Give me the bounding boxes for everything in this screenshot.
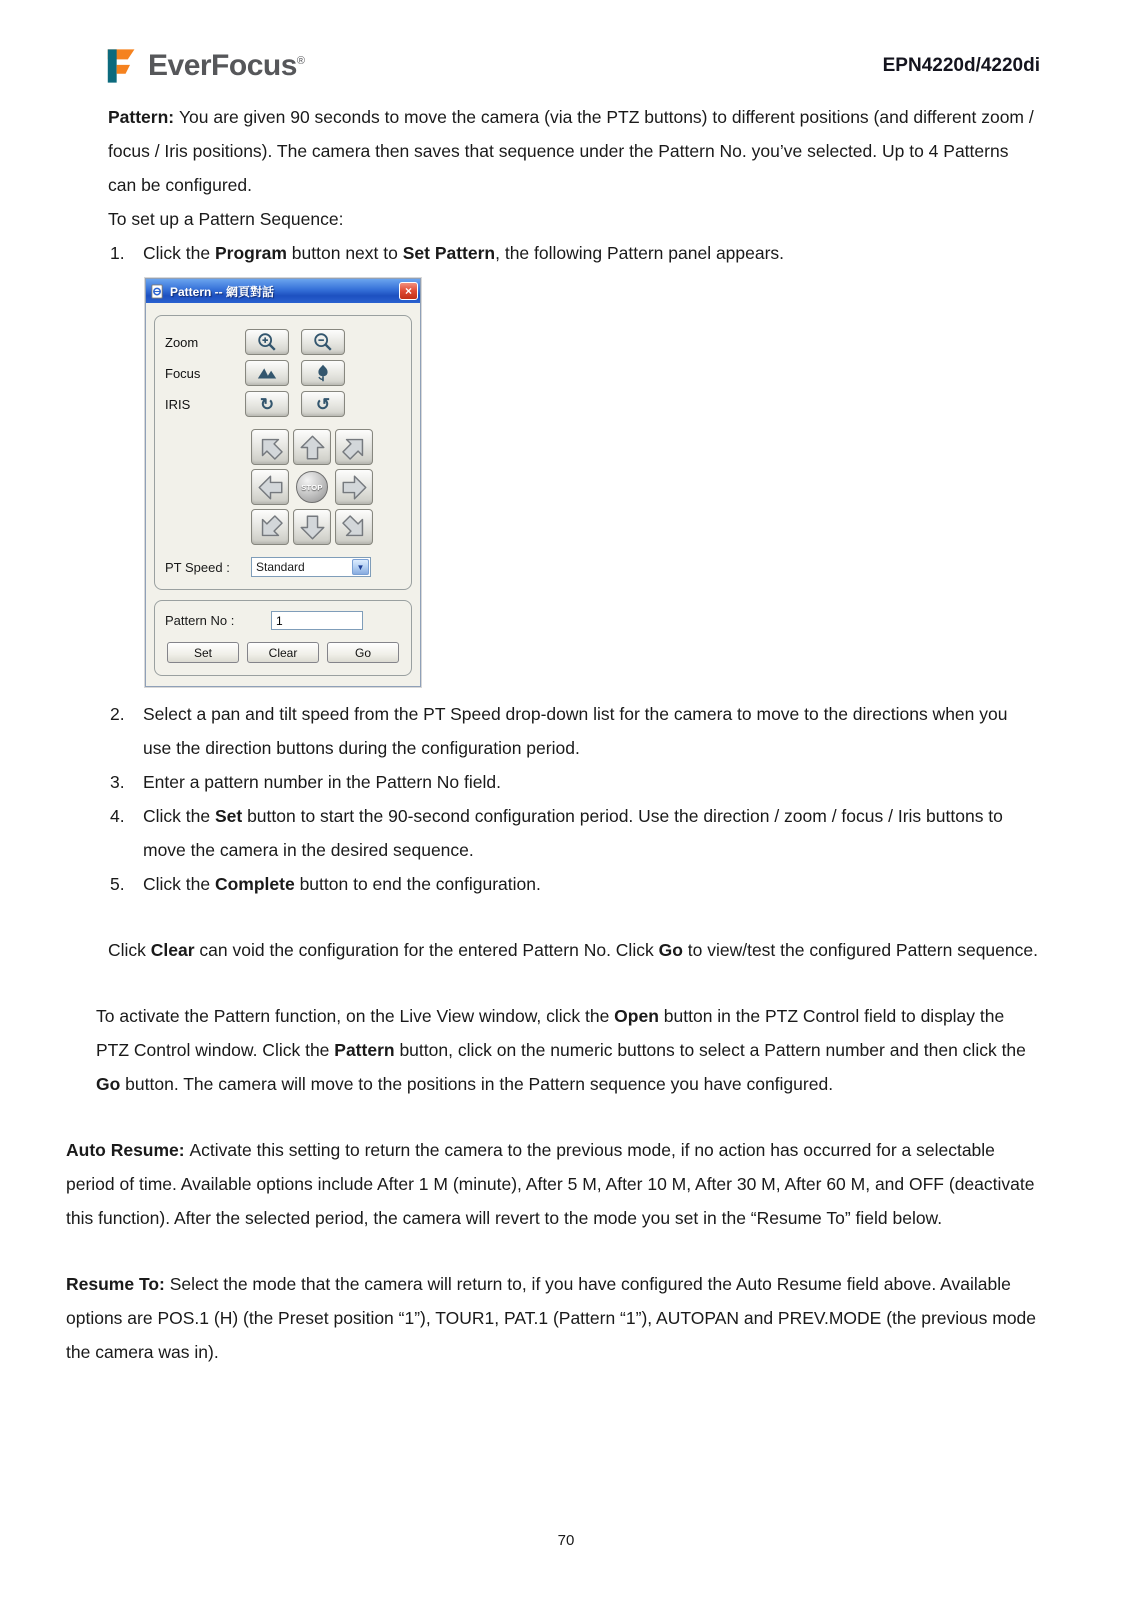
step-item-2	[110, 697, 1040, 765]
iris-close-icon: ↺	[315, 394, 331, 414]
tilt-down-button[interactable]	[293, 509, 331, 545]
iris-open-button[interactable]	[245, 391, 289, 417]
paragraph-activate: To activate the Pattern function, on the Live View window, click the Open button in the PTZ Control field to display the PTZ Control window. Click the Pattern button, click on the numeric buttons to select a Pattern number and then click the Go button. The camera will move to the positions in the Pattern sequence you have configured.	[96, 1006, 1026, 1094]
zoom-in-icon	[256, 331, 278, 353]
set-button[interactable]: Set	[167, 642, 239, 663]
zoom-out-icon	[312, 331, 334, 353]
step-text: Click the Set button to start the 90-second configuration period. Use the direction / zoom / focus / Iris buttons to move the camera in the desired sequence.	[143, 806, 1003, 860]
pattern-no-label: Pattern No :	[165, 613, 235, 628]
arrow-up-right-icon	[335, 428, 373, 466]
page-header	[100, 46, 1040, 86]
step-item-1	[110, 236, 1040, 270]
iris-close-button[interactable]	[301, 391, 345, 417]
pan-down-right-button[interactable]	[335, 509, 373, 545]
zoom-label: Zoom	[165, 334, 199, 350]
step-number: 1.	[110, 243, 125, 263]
clear-button[interactable]: Clear	[247, 642, 319, 663]
dialog-body	[146, 303, 420, 686]
zoom-in-button[interactable]	[245, 329, 289, 355]
dialog-titlebar[interactable]	[146, 279, 420, 303]
paragraph-setup-intro: To set up a Pattern Sequence:	[108, 209, 344, 229]
paragraph-auto-resume: Auto Resume: Activate this setting to return the camera to the previous mode, if no action has occurred for a selectable period of time. Available options include After 1 M (minute), After 5 M, After 10 M, After 30 M, After 60 M, and OFF (deactivate this function). After the selected period, the camera will revert to the mode you set in the “Resume To” field below.	[66, 1140, 1035, 1228]
pan-right-button[interactable]	[335, 469, 373, 505]
everfocus-logo	[100, 46, 305, 86]
pt-speed-select[interactable]	[251, 557, 371, 577]
paragraph-resume-to: Resume To: Select the mode that the camera will return to, if you have configured the Auto Resume field above. Available options are POS.1 (H) (the Preset position “1”), TOUR1, PAT.1 (Pattern “1”), AUTOPAN and PREV.MODE (the previous mode the camera was in).	[66, 1274, 1037, 1362]
chevron-down-icon[interactable]: ▼	[352, 559, 369, 575]
step-number: 2.	[110, 704, 125, 724]
registered-mark: ®	[296, 55, 305, 67]
arrow-down-left-icon	[251, 508, 289, 546]
pattern-no-row	[165, 611, 401, 630]
iris-label: IRIS	[165, 396, 191, 412]
pattern-dialog	[145, 278, 421, 687]
step-text: Click the Program button next to Set Pattern, the following Pattern panel appears.	[143, 243, 785, 263]
step-number: 3.	[110, 772, 125, 792]
pan-up-right-button[interactable]	[335, 429, 373, 465]
stop-cell	[293, 469, 331, 505]
arrow-up-left-icon	[251, 428, 289, 466]
ptz-controls-group	[154, 315, 412, 590]
pattern-no-group	[154, 600, 412, 676]
focus-near-button[interactable]	[301, 360, 345, 386]
focus-far-button[interactable]	[245, 360, 289, 386]
zoom-row	[165, 329, 401, 355]
dialog-buttons-row	[165, 642, 401, 663]
model-number: EPN4220d/4220di	[882, 55, 1040, 76]
paragraph-pattern: Pattern: You are given 90 seconds to move the camera (via the PTZ buttons) to different positions (and different zoom / focus / Iris positions). The camera then saves that sequence under the Pattern No. you’ve selected. Up to 4 Patterns can be configured.	[108, 107, 1034, 195]
step-item-3	[110, 765, 1040, 799]
focus-row	[165, 360, 401, 386]
mountain-icon	[256, 362, 278, 384]
pan-left-button[interactable]	[251, 469, 289, 505]
paragraph-clear-go: Click Clear can void the configuration for the entered Pattern No. Click Go to view/test the configured Pattern sequence.	[108, 940, 1038, 960]
step-text: Click the Complete button to end the configuration.	[143, 874, 541, 894]
arrow-left-icon	[257, 474, 284, 501]
stop-button[interactable]: STOP	[296, 471, 328, 503]
focus-label: Focus	[165, 365, 201, 381]
iris-open-icon: ↻	[259, 394, 275, 414]
step-text: Enter a pattern number in the Pattern No field.	[143, 772, 501, 792]
dialog-title: Pattern -- 網頁對話	[170, 284, 275, 299]
tilt-up-button[interactable]	[293, 429, 331, 465]
pan-up-left-button[interactable]	[251, 429, 289, 465]
pattern-no-input[interactable]	[271, 611, 363, 630]
close-icon[interactable]: ×	[399, 282, 418, 300]
iris-row	[165, 391, 401, 417]
zoom-out-button[interactable]	[301, 329, 345, 355]
arrow-down-icon	[299, 514, 326, 541]
page-number: 70	[557, 1532, 575, 1549]
everfocus-logo-icon	[100, 46, 140, 86]
arrow-up-icon	[299, 434, 326, 461]
direction-pad	[251, 429, 401, 545]
step-item-5	[110, 867, 1040, 901]
step-number: 5.	[110, 874, 125, 894]
step-text: Select a pan and tilt speed from the PT Speed drop-down list for the camera to move to the directions when you use the direction buttons during the configuration period.	[143, 704, 1008, 758]
go-button[interactable]: Go	[327, 642, 399, 663]
pt-speed-row	[165, 557, 401, 577]
pan-down-left-button[interactable]	[251, 509, 289, 545]
brand-wordmark: EverFocus®	[148, 49, 305, 82]
step-item-4	[110, 799, 1040, 867]
step-number: 4.	[110, 806, 125, 826]
dialog-page-icon	[150, 284, 165, 299]
pt-speed-label: PT Speed :	[165, 559, 230, 575]
pt-speed-value: Standard	[256, 560, 305, 574]
arrow-right-icon	[341, 474, 368, 501]
arrow-down-right-icon	[335, 508, 373, 546]
page-content	[0, 100, 1132, 1369]
flower-icon	[312, 362, 334, 384]
